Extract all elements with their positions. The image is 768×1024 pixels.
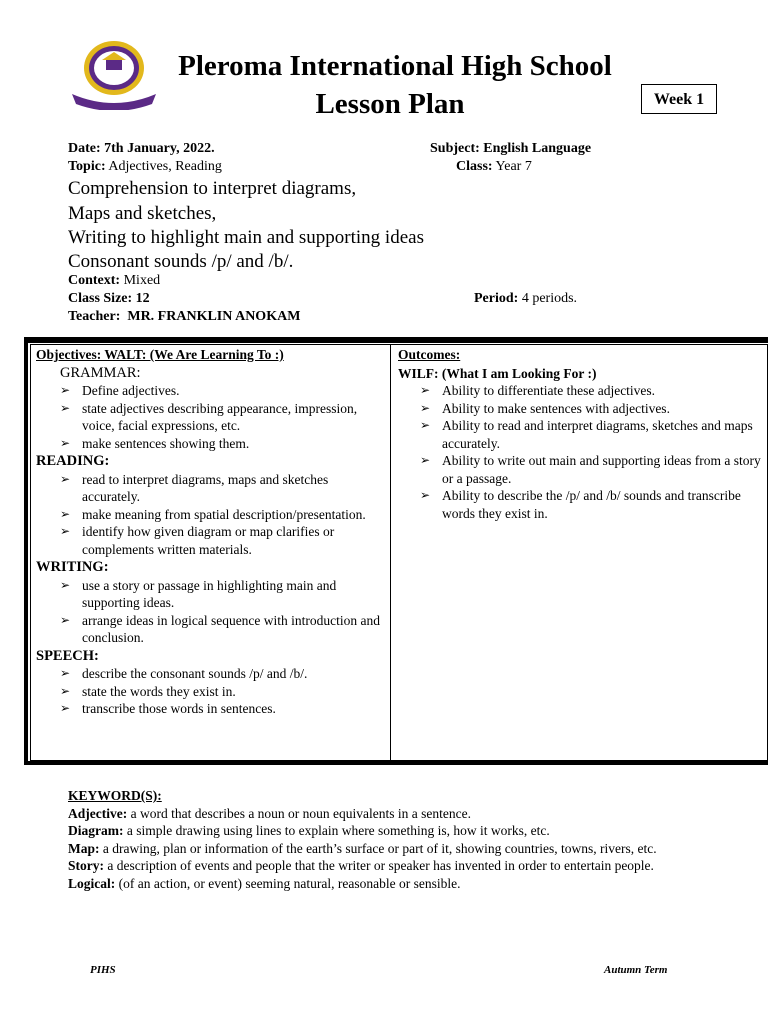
arrow-bullet-icon: ➢ xyxy=(420,488,431,502)
date-line: Date: 7th January, 2022. xyxy=(68,141,215,156)
arrow-bullet-icon: ➢ xyxy=(60,471,71,486)
topic-detail-2: Maps and sketches, xyxy=(68,203,217,224)
arrow-bullet-icon: ➢ xyxy=(60,612,71,627)
context-line: Context: Mixed xyxy=(68,273,161,288)
outcomes-column xyxy=(398,346,763,522)
arrow-bullet-icon: ➢ xyxy=(420,383,431,397)
arrow-bullet-icon: ➢ xyxy=(60,383,71,397)
footer-term: Autumn Term xyxy=(604,964,668,976)
list-item: ➢ make sentences showing them. xyxy=(60,435,250,451)
list-item: ➢ identify how given diagram or map clarifies or complements written materials. xyxy=(60,524,335,557)
writing-title: WRITING: xyxy=(36,559,109,575)
period-line: Period: 4 periods. xyxy=(474,291,578,306)
list-item: ➢ make meaning from spatial description/presentation. xyxy=(60,506,366,522)
wilf-heading: WILF: (What I am Looking For :) xyxy=(398,365,597,381)
keyword-entry: Map: a drawing, plan or information of the earth’s surface or part of it, showing countries, towns, rivers, etc. xyxy=(68,840,657,856)
arrow-bullet-icon: ➢ xyxy=(60,506,71,521)
grammar-title: GRAMMAR: xyxy=(60,364,141,381)
list-item: ➢ Ability to make sentences with adjectives. xyxy=(420,400,670,416)
class-line: Class: Year 7 xyxy=(456,159,532,174)
class-size-line: Class Size: 12 xyxy=(68,291,150,306)
table-divider xyxy=(390,344,391,761)
arrow-bullet-icon: ➢ xyxy=(60,666,71,680)
list-item: ➢ use a story or passage in highlighting main and supporting ideas. xyxy=(60,577,337,610)
keywords-title: KEYWORD(S): xyxy=(68,788,162,803)
arrow-bullet-icon: ➢ xyxy=(60,400,71,415)
objectives-column xyxy=(36,346,381,718)
writing-list xyxy=(36,577,381,647)
school-name: Pleroma International High School xyxy=(178,50,612,82)
keyword-entry: Story: a description of events and people that the writer or speaker has invented in order to entertain people. xyxy=(68,858,654,873)
reading-title: READING: xyxy=(36,453,110,469)
outcomes-heading: Outcomes: xyxy=(398,347,461,362)
arrow-bullet-icon: ➢ xyxy=(60,524,71,538)
speech-list xyxy=(36,665,381,718)
arrow-bullet-icon: ➢ xyxy=(60,683,71,698)
keyword-entry: Adjective: a word that describes a noun or noun equivalents in a sentence. xyxy=(68,805,472,821)
footer-school: PIHS xyxy=(90,964,116,976)
list-item: ➢ state adjectives describing appearance, impression, voice, facial expressions, etc. xyxy=(60,400,358,433)
list-item: ➢ arrange ideas in logical sequence with introduction and conclusion. xyxy=(60,612,381,645)
topic-detail-4: Consonant sounds /p/ and /b/. xyxy=(68,251,294,272)
arrow-bullet-icon: ➢ xyxy=(60,577,71,592)
list-item: ➢ state the words they exist in. xyxy=(60,683,236,699)
list-item: ➢ Ability to write out main and supporting ideas from a story or a passage. xyxy=(420,453,761,486)
topic-detail-3: Writing to highlight main and supporting ideas xyxy=(68,227,424,248)
outcomes-list xyxy=(398,382,763,522)
keywords-section xyxy=(68,787,708,892)
topic-detail-1: Comprehension to interpret diagrams, xyxy=(68,178,357,199)
list-item: ➢ Define adjectives. xyxy=(60,383,180,398)
speech-title: SPEECH: xyxy=(36,647,99,664)
subject-line: Subject: English Language xyxy=(430,141,592,156)
reading-list xyxy=(36,471,381,559)
list-item: ➢ describe the consonant sounds /p/ and /b/. xyxy=(60,666,308,681)
arrow-bullet-icon: ➢ xyxy=(420,418,431,432)
school-logo xyxy=(68,38,160,110)
grammar-list xyxy=(36,382,381,452)
list-item: ➢ Ability to differentiate these adjectives. xyxy=(420,383,656,398)
list-item: ➢ read to interpret diagrams, maps and sketches accurately. xyxy=(60,471,329,504)
arrow-bullet-icon: ➢ xyxy=(420,453,431,467)
week-badge: Week 1 xyxy=(641,84,717,114)
list-item: ➢ transcribe those words in sentences. xyxy=(60,701,276,716)
arrow-bullet-icon: ➢ xyxy=(420,400,431,415)
document-title: Lesson Plan xyxy=(315,88,465,120)
keyword-entry: Logical: (of an action, or event) seeming natural, reasonable or sensible. xyxy=(68,875,461,891)
objectives-heading: Objectives: WALT: (We Are Learning To :) xyxy=(36,347,284,362)
topic-line: Topic: Adjectives, Reading xyxy=(68,159,222,174)
list-item: ➢ Ability to read and interpret diagrams, sketches and maps accurately. xyxy=(420,418,753,451)
arrow-bullet-icon: ➢ xyxy=(60,435,71,450)
keyword-entry: Diagram: a simple drawing using lines to explain where something is, how it works, etc. xyxy=(68,823,550,838)
list-item: ➢ Ability to describe the /p/ and /b/ sounds and transcribe words they exist in. xyxy=(420,488,741,521)
teacher-line: Teacher: MR. FRANKLIN ANOKAM xyxy=(68,309,301,324)
arrow-bullet-icon: ➢ xyxy=(60,701,71,715)
